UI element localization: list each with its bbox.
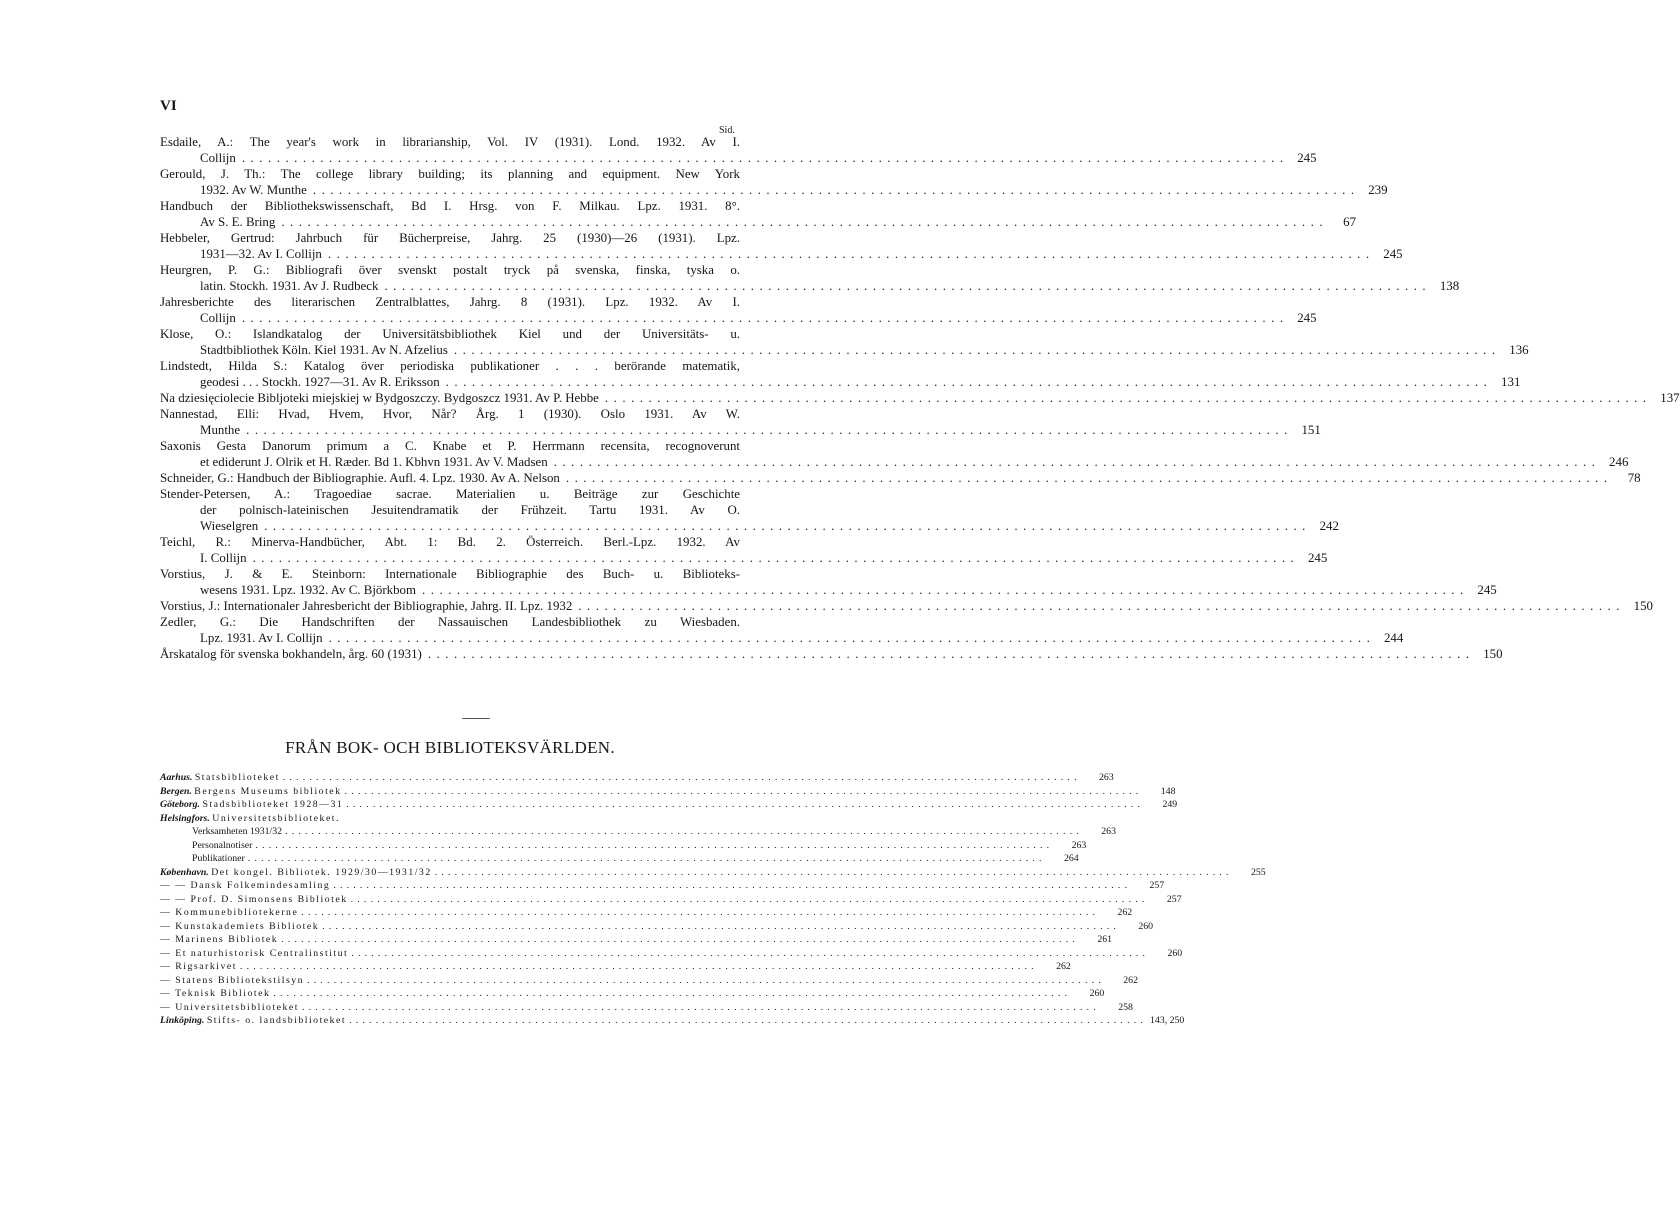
dot-leader: ........................................................................................................................ — [301, 907, 1100, 918]
review-line: Jahresberichte des literarischen Zentralblattes, Jahrg. 8 (1931). Lpz. 1932. Av I. — [160, 295, 740, 309]
news-page: 260 — [1089, 988, 1105, 999]
review-line: Gerould, J. Th.: The college library building; its planning and equipment. New York — [160, 167, 740, 181]
review-entry — [160, 646, 1503, 662]
dot-leader: ........................................................................................................................ — [578, 599, 1625, 613]
review-text: et ediderunt J. Olrik et H. Ræder. Bd 1. Kbhvn 1931. Av V. Madsen — [200, 455, 548, 469]
review-line: Zedler, G.: Die Handschriften der Nassauischen Landesbibliothek zu Wiesbaden. — [160, 615, 740, 629]
news-text: Det kongel. Bibliotek. 1929/30—1931/32 — [211, 866, 432, 878]
review-text: geodesi . . . Stockh. 1927—31. Av R. Eriksson — [200, 375, 440, 389]
news-page: 263 — [1099, 772, 1114, 783]
review-page: 242 — [1319, 519, 1339, 533]
news-item — [160, 974, 1138, 988]
review-text: Munthe — [200, 423, 241, 437]
review-line: Saxonis Gesta Danorum primum a C. Knabe et P. Herrmann recensita, recognoverunt — [160, 439, 740, 453]
review-text: Collijn — [200, 311, 236, 325]
dot-leader: ........................................................................................................................ — [351, 947, 1150, 959]
news-item — [160, 839, 1087, 853]
review-page: 150 — [1633, 599, 1653, 613]
news-item — [160, 1001, 1133, 1015]
review-page: 67 — [1343, 215, 1357, 229]
review-page: 239 — [1368, 183, 1388, 197]
review-text: Wieselgren — [200, 519, 259, 533]
dot-leader: ........................................................................................................................ — [604, 391, 1652, 405]
review-entry — [160, 438, 1629, 470]
news-page: 249 — [1162, 799, 1178, 810]
news-page: 258 — [1118, 1001, 1133, 1013]
review-line: Handbuch der Bibliothekswissenschaft, Bd I. Hrsg. von F. Milkau. Lpz. 1931. 8°. — [160, 199, 740, 213]
news-page: 262 — [1123, 974, 1138, 986]
news-item — [160, 825, 1116, 839]
news-text: Verksamheten 1931/32 — [192, 826, 283, 837]
review-index — [160, 134, 1680, 662]
news-item — [160, 866, 1266, 880]
review-entry — [160, 486, 1339, 534]
news-item — [160, 798, 1178, 812]
review-line: Klose, O.: Islandkatalog der Universitätsbibliothek Kiel und der Universitäts- u. — [160, 327, 740, 341]
news-item — [160, 987, 1105, 1001]
news-text: Stadsbiblioteket 1928—31 — [202, 799, 344, 810]
news-item — [160, 771, 1114, 785]
dot-leader: ........................................................................................................................ — [241, 151, 1289, 165]
news-text: — Statens Bibliotekstilsyn — [160, 974, 305, 986]
review-text: Collijn — [200, 151, 236, 165]
dot-leader: ........................................................................................................................ — [307, 974, 1105, 986]
dot-leader: ........................................................................................................................ — [312, 183, 1360, 197]
news-item — [160, 812, 740, 826]
review-entry — [160, 470, 1641, 486]
dot-leader: ........................................................................................................................ — [422, 583, 1469, 597]
dot-leader: ........................................................................................................................ — [346, 799, 1145, 810]
review-entry — [160, 134, 1317, 166]
news-page: 257 — [1149, 880, 1165, 891]
review-entry — [160, 358, 1521, 390]
review-page: 151 — [1301, 423, 1321, 437]
review-line: Vorstius, J. & E. Steinborn: Internationale Bibliographie des Buch- u. Biblioteks- — [160, 567, 740, 581]
news-text: Statsbiblioteket — [194, 772, 280, 783]
review-entry — [160, 262, 1460, 294]
dot-leader: ........................................................................................................................ — [322, 920, 1121, 932]
news-text: Stifts- o. landsbiblioteket — [206, 1015, 347, 1026]
news-place: Bergen. — [160, 785, 192, 797]
review-text: 1932. Av W. Munthe — [200, 183, 307, 197]
news-text: — — Prof. D. Simonsens Bibliotek — [160, 893, 348, 905]
review-text: Av S. E. Bring — [200, 215, 276, 229]
dot-leader: ........................................................................................................................ — [434, 866, 1233, 878]
news-place: Helsingfors. — [160, 812, 210, 824]
news-page: 262 — [1117, 907, 1133, 918]
dot-leader: ........................................................................................................................ — [273, 988, 1072, 999]
news-item — [160, 933, 1113, 947]
dot-leader: ........................................................................................................................ — [239, 961, 1038, 972]
dot-leader: ........................................................................................................................ — [328, 631, 1376, 645]
review-page: 78 — [1627, 471, 1641, 485]
review-page: 245 — [1297, 311, 1317, 325]
dot-leader: ........................................................................................................................ — [384, 279, 1432, 293]
dot-leader: ........................................................................................................................ — [453, 343, 1501, 357]
news-page: 262 — [1056, 961, 1071, 972]
news-item — [160, 920, 1154, 934]
news-place: Göteborg. — [160, 799, 201, 810]
news-text: — Et naturhistorisk Centralinstitut — [160, 947, 349, 959]
review-page: 244 — [1383, 631, 1404, 645]
news-item — [160, 893, 1182, 907]
review-entry — [160, 614, 1404, 646]
news-item — [160, 906, 1133, 920]
news-page: 261 — [1097, 934, 1113, 945]
dot-leader: ........................................................................................................................ — [553, 455, 1601, 469]
news-page: 257 — [1166, 893, 1182, 905]
news-place: Linköping. — [160, 1015, 205, 1026]
page-column-label: Sid. — [719, 125, 735, 136]
news-page: 264 — [1064, 853, 1079, 864]
review-entry — [160, 326, 1529, 358]
review-text: latin. Stockh. 1931. Av J. Rudbeck — [200, 279, 379, 293]
section-heading: FRÅN BOK- OCH BIBLIOTEKSVÄRLDEN. — [285, 738, 615, 757]
news-item — [160, 785, 1176, 799]
review-line: Teichl, R.: Minerva-Handbücher, Abt. 1: Bd. 2. Österreich. Berl.-Lpz. 1932. Av — [160, 535, 740, 549]
news-page: 143, 250 — [1150, 1015, 1185, 1026]
dot-leader: ........................................................................................................................ — [246, 423, 1293, 437]
review-page: 150 — [1483, 647, 1503, 661]
dot-leader: ........................................................................................................................ — [281, 215, 1329, 229]
dot-leader: ........................................................................................................................ — [264, 519, 1311, 533]
review-entry — [160, 230, 1403, 262]
dot-leader: ........................................................................................................................ — [247, 853, 1046, 864]
news-text: — Kunstakademiets Bibliotek — [160, 920, 320, 932]
dot-leader: ........................................................................................................................ — [282, 772, 1081, 783]
review-page: 137 — [1660, 391, 1680, 405]
page-number: VI — [160, 98, 177, 114]
news-text: Universitetsbiblioteket. — [212, 812, 340, 824]
review-page: 245 — [1297, 151, 1317, 165]
news-text: Personalnotiser — [192, 839, 253, 851]
review-entry — [160, 598, 1653, 614]
dot-leader: ........................................................................................................................ — [344, 785, 1143, 797]
review-page: 138 — [1439, 279, 1460, 293]
dot-leader: ........................................................................................................................ — [302, 1001, 1100, 1013]
review-entry — [160, 534, 1328, 566]
review-text: Na dziesięciolecie Bibljoteki miejskiej w Bydgoszczy. Bydgoszcz 1931. Av P. Hebbe — [160, 391, 599, 405]
review-text: Lpz. 1931. Av I. Collijn — [200, 631, 323, 645]
review-page: 245 — [1477, 583, 1497, 597]
review-entry — [160, 390, 1680, 406]
review-page: 245 — [1383, 247, 1403, 261]
dot-leader: ........................................................................................................................ — [445, 375, 1493, 389]
news-index — [160, 771, 1266, 1028]
news-text: — Teknisk Bibliotek — [160, 988, 271, 999]
news-text: — Universitetsbiblioteket — [160, 1001, 299, 1013]
review-line: Nannestad, Elli: Hvad, Hvem, Hvor, Når? Årg. 1 (1930). Oslo 1931. Av W. — [160, 407, 740, 421]
review-text: Vorstius, J.: Internationaler Jahresbericht der Bibliographie, Jahrg. II. Lpz. 1932 — [160, 599, 573, 613]
review-entry — [160, 166, 1388, 198]
review-text: I. Collijn — [200, 551, 247, 565]
dot-leader: ........................................................................................................................ — [333, 880, 1132, 891]
news-text: — Rigsarkivet — [160, 961, 237, 972]
dot-leader: ........................................................................................................................ — [565, 471, 1613, 485]
news-item — [160, 1014, 1185, 1028]
review-page: 136 — [1509, 343, 1529, 357]
news-place: København. — [160, 866, 209, 878]
dot-leader: ........................................................................................................................ — [285, 826, 1083, 837]
dot-leader: ........................................................................................................................ — [252, 551, 1300, 565]
news-text: — — Dansk Folkemindesamling — [160, 880, 331, 891]
dot-leader: ........................................................................................................................ — [255, 839, 1054, 851]
review-entry — [160, 566, 1497, 598]
news-page: 263 — [1071, 839, 1087, 851]
review-line: der polnisch-lateinischen Jesuitendramatik der Frühzeit. Tartu 1931. Av O. — [200, 503, 740, 517]
news-item — [160, 879, 1165, 893]
review-page: 246 — [1609, 455, 1629, 469]
news-text: — Marinens Bibliotek — [160, 934, 279, 945]
dot-leader: ........................................................................................................................ — [349, 1015, 1148, 1026]
news-text: Bergens Museums bibliotek — [194, 785, 342, 797]
review-entry — [160, 294, 1317, 326]
review-entry — [160, 406, 1321, 438]
dot-leader: ........................................................................................................................ — [241, 311, 1289, 325]
news-place: Aarhus. — [160, 772, 193, 783]
review-text: Årskatalog för svenska bokhandeln, årg. 60 (1931) — [160, 647, 422, 661]
news-page: 148 — [1160, 785, 1176, 797]
review-text: 1931—32. Av I. Collijn — [200, 247, 322, 261]
review-line: Lindstedt, Hilda S.: Katalog över periodiska publikationer . . . berörande matematik, — [160, 359, 740, 373]
review-text: Schneider, G.: Handbuch der Bibliographie. Aufl. 4. Lpz. 1930. Av A. Nelson — [160, 471, 560, 485]
news-page: 263 — [1101, 826, 1116, 837]
dot-leader: ........................................................................................................................ — [427, 647, 1475, 661]
review-text: wesens 1931. Lpz. 1932. Av C. Björkbom — [200, 583, 417, 597]
news-page: 260 — [1138, 920, 1154, 932]
review-text: Stadtbibliothek Köln. Kiel 1931. Av N. Afzelius — [200, 343, 448, 357]
news-item — [160, 960, 1071, 974]
review-line: Stender-Petersen, A.: Tragoediae sacrae. Materialien u. Beiträge zur Geschichte — [160, 487, 740, 501]
review-line: Heurgren, P. G.: Bibliografi över svenskt postalt tryck på svenska, finska, tyska o. — [160, 263, 740, 277]
review-page: 131 — [1501, 375, 1521, 389]
news-item — [160, 852, 1079, 866]
review-entry — [160, 198, 1357, 230]
news-item — [160, 947, 1183, 961]
dot-leader: ........................................................................................................................ — [281, 934, 1080, 945]
news-page: 260 — [1167, 947, 1183, 959]
news-page: 255 — [1250, 866, 1266, 878]
dot-leader: ........................................................................................................................ — [350, 893, 1149, 905]
review-page: 245 — [1307, 551, 1328, 565]
review-line: Hebbeler, Gertrud: Jahrbuch für Bücherpreise, Jahrg. 25 (1930)—26 (1931). Lpz. — [160, 231, 740, 245]
news-text: — Kommunebibliotekerne — [160, 907, 299, 918]
review-line: Esdaile, A.: The year's work in librarianship, Vol. IV (1931). Lond. 1932. Av I. — [160, 135, 740, 149]
news-text: Publikationer — [192, 853, 245, 864]
dot-leader: ........................................................................................................................ — [327, 247, 1375, 261]
section-divider — [462, 718, 490, 719]
